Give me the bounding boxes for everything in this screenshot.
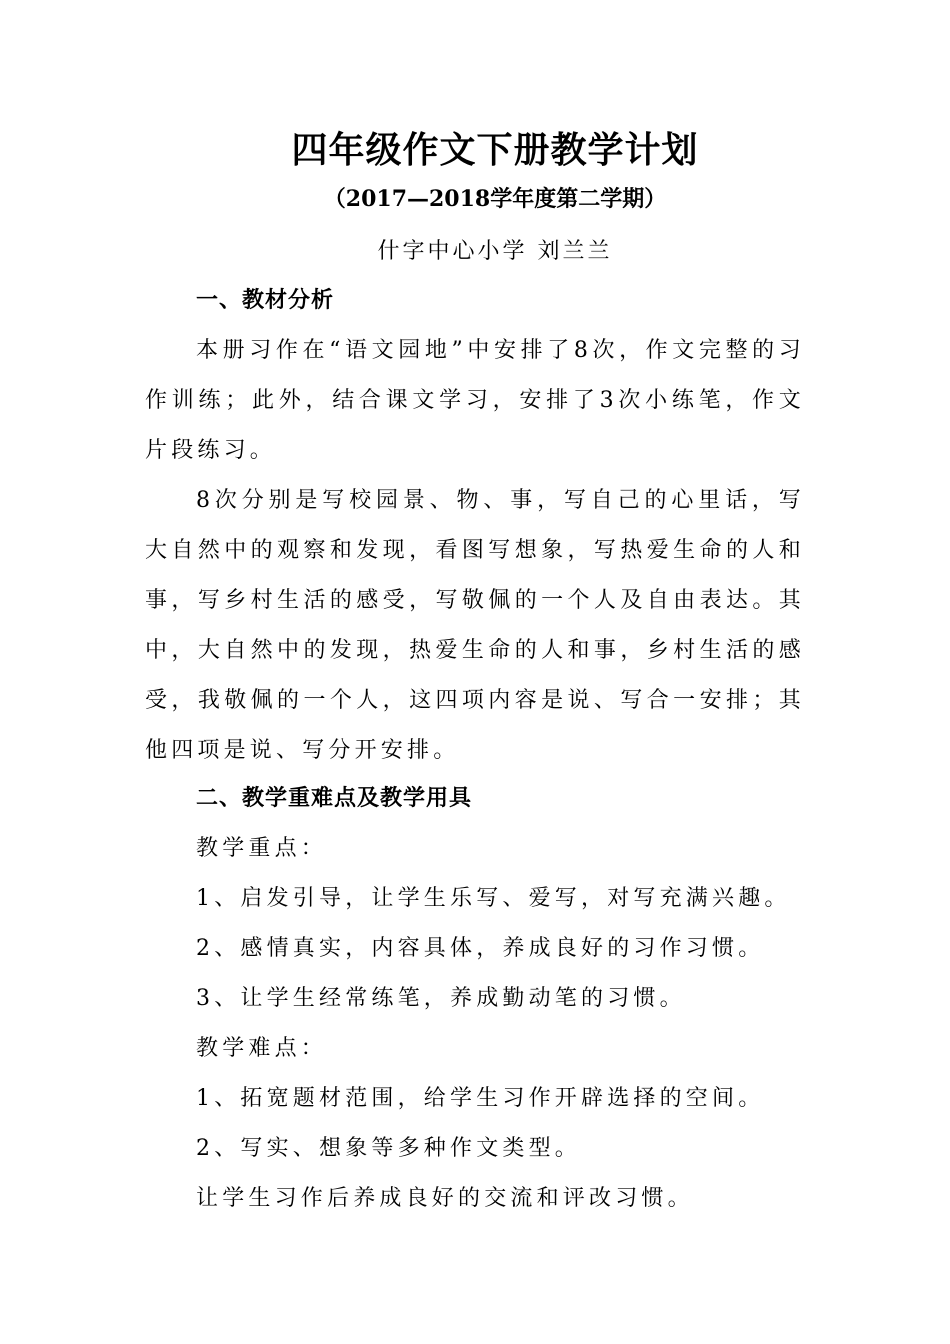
list-item: 3、让学生经常练笔，养成勤动笔的习惯。: [196, 986, 686, 1011]
difficult-points-label: 教学难点：: [196, 1036, 328, 1061]
section-heading-key-points: 二、教学重难点及教学用具: [196, 786, 473, 811]
closing-line: 让学生习作后养成良好的交流和评改习惯。: [196, 1186, 694, 1211]
list-item: 2、写实、想象等多种作文类型。: [196, 1136, 581, 1161]
document-title: 四年级作文下册教学计划: [291, 129, 699, 171]
key-points-label: 教学重点：: [196, 836, 328, 861]
section-materials-body: [145, 326, 805, 776]
paragraph: 8次分别是写校园景、物、事，写自己的心里话，写大自然中的观察和发现，看图写想象，写热爱生命的人和事，写乡村生活的感受，写敬佩的一个人及自由表达。其中，大自然中的发现，热爱生命的人和事，乡村生活的感受，我敬佩的一个人，这四项内容是说、写合一安排；其他四项是说、写分开安排。: [145, 488, 805, 763]
list-item: 1、启发引导，让学生乐写、爱写，对写充满兴趣。: [196, 886, 791, 911]
list-item: 1、拓宽题材范围，给学生习作开辟选择的空间。: [196, 1086, 765, 1111]
section-heading-materials: 一、教材分析: [196, 288, 335, 313]
document-subtitle: （2017—2018学年度第二学期）: [323, 186, 667, 212]
paragraph: 本册习作在“语文园地”中安排了8次，作文完整的习作训练；此外，结合课文学习，安排了3次小练笔，作文片段练习。: [145, 338, 805, 463]
list-item: 2、感情真实，内容具体，养成良好的习作习惯。: [196, 936, 765, 961]
author-line: 什字中心小学 刘兰兰: [377, 239, 613, 264]
